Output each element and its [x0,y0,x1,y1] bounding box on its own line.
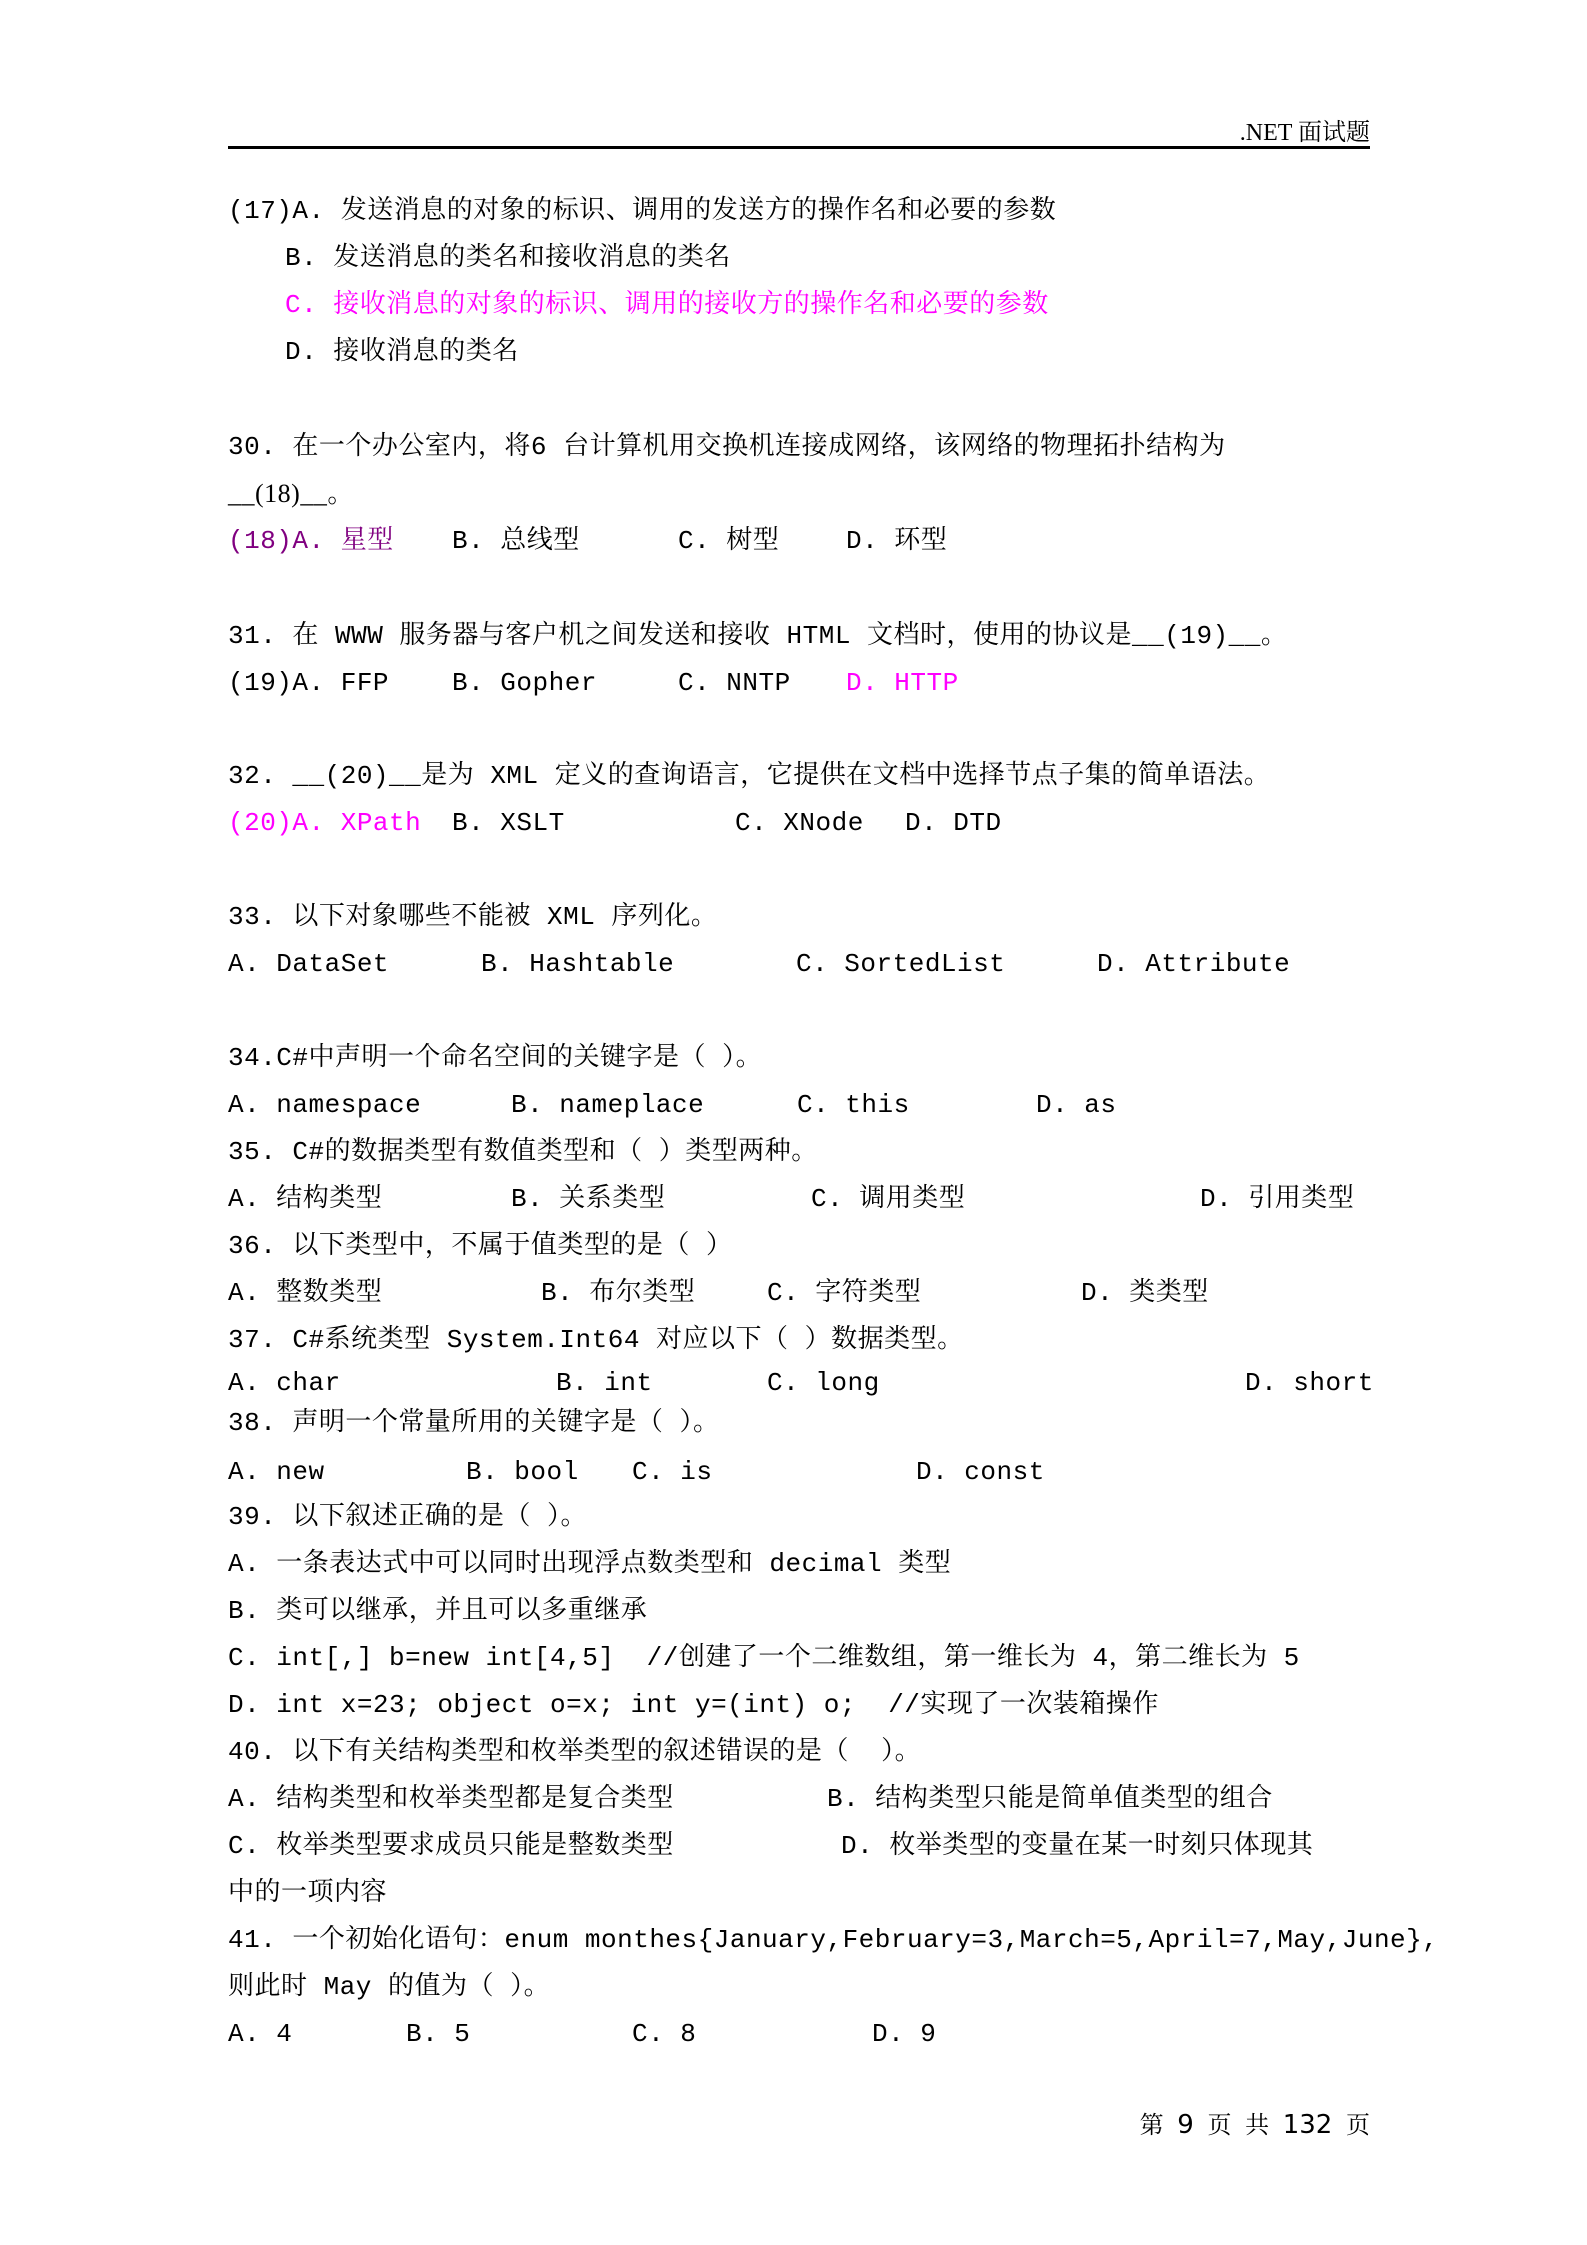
q32-option-c: C. XNode [735,808,864,838]
q34-text: 34.C#中声明一个命名空间的关键字是（ ）。 [228,1043,763,1073]
q17-option-a: (17)A. 发送消息的对象的标识、调用的发送方的操作名和必要的参数 [228,196,1057,226]
q33-option-b: B. Hashtable [481,949,675,979]
q34-option-d: D. as [1036,1090,1117,1120]
q40-option-b: B. 结构类型只能是简单值类型的组合 [827,1784,1273,1814]
q36-option-b: B. 布尔类型 [541,1278,696,1308]
q41-text-cont: 则此时 May 的值为（ ）。 [228,1972,551,2002]
footer-suffix: 页 [1346,2111,1370,2139]
q35-text: 35. C#的数据类型有数值类型和（ ）类型两种。 [228,1137,818,1167]
q39-option-b: B. 类可以继承，并且可以多重继承 [228,1596,648,1626]
q41-option-d: D. 9 [872,2019,937,2049]
header-divider [228,146,1370,149]
q30-text-cont: __(18)__。 [228,479,354,508]
q37-text: 37. C#系统类型 System.Int64 对应以下（ ）数据类型。 [228,1325,964,1355]
q40-text: 40. 以下有关结构类型和枚举类型的叙述错误的是（ ）。 [228,1737,922,1767]
q34-option-b: B. nameplace [511,1090,705,1120]
q32-option-d: D. DTD [905,808,1002,838]
q37-option-c: C. long [767,1368,880,1398]
q31-option-a: (19)A. FFP [228,668,390,698]
q33-option-d: D. Attribute [1097,949,1291,979]
q30-option-d: D. 环型 [846,526,948,556]
q33-option-a: A. DataSet [228,949,390,979]
q41-option-c: C. 8 [632,2019,697,2049]
q40-option-d-cont: 中的一项内容 [228,1878,388,1908]
q17-option-b: B. 发送消息的类名和接收消息的类名 [285,243,731,273]
q32-option-a-correct: (20)A. XPath [228,808,422,838]
q34-option-a: A. namespace [228,1090,422,1120]
q41-option-b: B. 5 [406,2019,471,2049]
q33-option-c: C. SortedList [796,949,1006,979]
q30-option-c: C. 树型 [678,526,780,556]
q17-option-d: D. 接收消息的类名 [285,337,519,367]
q38-option-c: C. is [632,1457,713,1487]
q30-text: 30. 在一个办公室内，将6 台计算机用交换机连接成网络，该网络的物理拓扑结构为 [228,432,1226,462]
q40-option-d: D. 枚举类型的变量在某一时刻只体现其 [841,1831,1314,1861]
q39-option-a: A. 一条表达式中可以同时出现浮点数类型和 decimal 类型 [228,1549,952,1579]
q36-text: 36. 以下类型中，不属于值类型的是（ ） [228,1231,733,1261]
q37-option-b: B. int [556,1368,653,1398]
q35-option-c: C. 调用类型 [811,1184,966,1214]
q31-text: 31. 在 WWW 服务器与客户机之间发送和接收 HTML 文档时，使用的协议是__(19)__。 [228,621,1288,651]
q40-option-c: C. 枚举类型要求成员只能是整数类型 [228,1831,674,1861]
q38-option-d: D. const [916,1457,1045,1487]
q38-option-a: A. new [228,1457,325,1487]
footer-prefix: 第 [1139,2111,1164,2139]
q39-text: 39. 以下叙述正确的是（ ）。 [228,1502,588,1532]
q41-option-a: A. 4 [228,2019,293,2049]
q30-option-b: B. 总线型 [452,526,580,556]
q38-option-b: B. bool [466,1457,579,1487]
header-title: .NET 面试题 [1239,120,1370,146]
footer-middle: 页 共 [1207,2111,1270,2139]
q37-option-a: A. char [228,1368,341,1398]
q31-option-c: C. NNTP [678,668,791,698]
q36-option-a: A. 整数类型 [228,1278,383,1308]
q41-text: 41. 一个初始化语句：enum monthes{January,February=3,March=5,April=7,May,June}, [228,1925,1439,1955]
q34-option-c: C. this [797,1090,910,1120]
q33-text: 33. 以下对象哪些不能被 XML 序列化。 [228,902,718,932]
total-pages-number: 132 [1282,2110,1333,2140]
q32-text: 32. __(20)__是为 XML 定义的查询语言，它提供在文档中选择节点子集的简单语法。 [228,761,1271,791]
q35-option-d: D. 引用类型 [1200,1184,1355,1214]
q30-option-a-correct: (18)A. 星型 [228,526,394,556]
q17-option-c-correct: C. 接收消息的对象的标识、调用的接收方的操作名和必要的参数 [285,290,1049,320]
q31-option-b: B. Gopher [452,668,597,698]
q36-option-d: D. 类类型 [1081,1278,1209,1308]
q39-option-c: C. int[,] b=new int[4,5] //创建了一个二维数组，第一维长为 4，第二维长为 5 [228,1643,1300,1673]
q31-option-d-correct: D. HTTP [846,668,959,698]
q37-option-d: D. short [1245,1368,1374,1398]
q35-option-a: A. 结构类型 [228,1184,383,1214]
page-footer [1140,2105,1370,2140]
q38-text: 38. 声明一个常量所用的关键字是（ ）。 [228,1408,720,1438]
current-page-number: 9 [1177,2110,1194,2140]
q40-option-a: A. 结构类型和枚举类型都是复合类型 [228,1784,674,1814]
q36-option-c: C. 字符类型 [767,1278,922,1308]
q35-option-b: B. 关系类型 [511,1184,666,1214]
q32-option-b: B. XSLT [452,808,565,838]
q39-option-d: D. int x=23; object o=x; int y=(int) o; //实现了一次装箱操作 [228,1690,1159,1720]
